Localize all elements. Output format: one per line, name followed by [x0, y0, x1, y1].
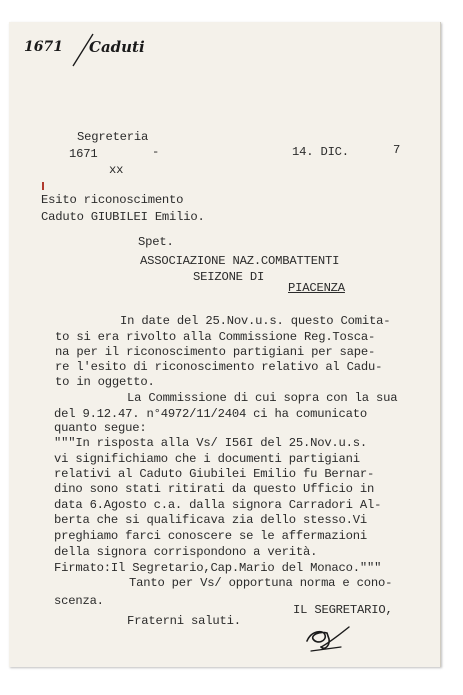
body-line-10: vi significhiamo che i documenti partigiani [54, 452, 360, 466]
document-page [9, 22, 441, 667]
body-line-16: della signora corrispondono a verità. [54, 545, 318, 559]
page-edge [440, 22, 441, 667]
protocol-number: 1671 [69, 147, 98, 161]
header-xx: xx [109, 163, 124, 177]
body-line-5: to in oggetto. [55, 375, 155, 389]
body-line-11: relativi al Caduto Giubilei Emilio fu Bernar- [54, 467, 375, 481]
body-line-9: """In risposta alla Vs/ I56I del 25.Nov.u.s. [54, 436, 368, 450]
signatory-title: IL SEGRETARIO, [293, 603, 393, 617]
annotation-word: Caduti [89, 38, 145, 56]
body-line-8: quanto segue: [54, 421, 147, 435]
recipient-line-1: ASSOCIAZIONE NAZ.COMBATTENTI [140, 254, 340, 268]
body-line-13: data 6.Agosto c.a. dalla signora Carradori Al- [54, 498, 382, 512]
annotation-number: 1671 [24, 39, 63, 55]
body-line-3: na per il riconoscimento partigiani per sape- [55, 345, 376, 359]
header-dash: - [152, 145, 160, 159]
body-line-1: In date del 25.Nov.u.s. questo Comita- [120, 314, 391, 328]
body-line-19: scenza. [54, 594, 104, 608]
handwritten-signature [299, 617, 359, 657]
body-line-12: dino sono stati ritirati da questo Ufficio in [54, 482, 375, 496]
office-label: Segreteria [77, 130, 149, 144]
recipient-city: PIACENZA [288, 281, 345, 295]
body-line-18: Tanto per Vs/ opportuna norma e cono- [129, 576, 393, 590]
letter-date: 14. DIC. [292, 145, 349, 159]
body-line-14: berta che si qualificava zia dello stesso.Vi [54, 513, 368, 527]
recipient-salutation: Spet. [138, 235, 174, 249]
subject-line-1: Esito riconoscimento [41, 193, 184, 207]
body-line-17: Firmato:Il Segretario,Cap.Mario del Monaco.""" [54, 561, 382, 575]
body-line-4: re l'esito di riconoscimento relativo al Cadu- [55, 360, 383, 374]
letter-year: 7 [393, 143, 401, 157]
red-mark [42, 182, 44, 190]
body-line-2: to si era rivolto alla Commissione Reg.Tosca- [55, 330, 376, 344]
body-line-6: La Commissione di cui sopra con la sua [127, 391, 398, 405]
recipient-line-2: SEIZONE DI [193, 270, 265, 284]
subject-line-2: Caduto GIUBILEI Emilio. [41, 210, 205, 224]
body-line-15: preghiamo farci conoscere se le affermazioni [54, 529, 368, 543]
body-line-7: del 9.12.47. n°4972/11/2404 ci ha comunicato [54, 407, 368, 421]
closing-greeting: Fraterni saluti. [127, 614, 241, 628]
